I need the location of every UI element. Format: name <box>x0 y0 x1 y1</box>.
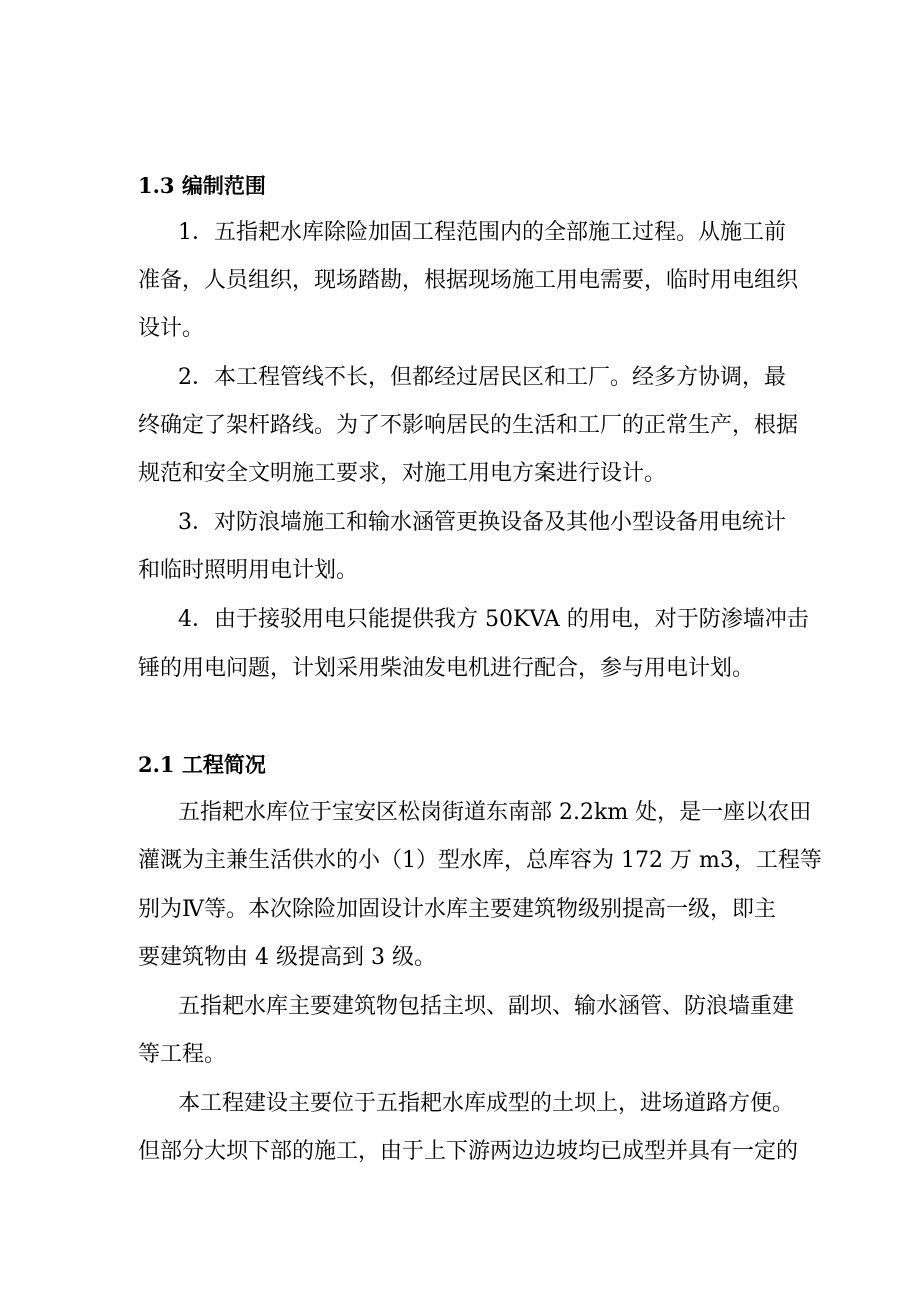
paragraph-line: 灌溉为主兼生活供水的小（1）型水库，总库容为 172 万 m3，工程等 <box>138 848 822 873</box>
paragraph-line: 3．对防浪墙施工和输水涵管更换设备及其他小型设备用电统计 <box>178 510 786 535</box>
paragraph-line: 锤的用电问题，计划采用柴油发电机进行配合，参与用电计划。 <box>138 656 755 681</box>
paragraph-line: 2．本工程管线不长，但都经过居民区和工厂。经多方协调，最 <box>178 365 786 390</box>
paragraph-line: 五指耙水库位于宝安区松岗街道东南部 2.2km 处，是一座以农田 <box>178 800 812 825</box>
paragraph-line: 设计。 <box>138 316 205 341</box>
section-heading-1-3: 1.3 编制范围 <box>138 173 266 198</box>
paragraph-line: 1．五指耙水库除险加固工程范围内的全部施工过程。从施工前 <box>178 220 786 245</box>
section-heading-2-1: 2.1 工程简况 <box>138 752 266 777</box>
paragraph-line: 别为Ⅳ等。本次除险加固设计水库主要建筑物级别提高一级，即主 <box>138 897 776 922</box>
paragraph-line: 4．由于接驳用电只能提供我方 50KVA 的用电，对于防渗墙冲击 <box>178 607 809 632</box>
paragraph-line: 等工程。 <box>138 1042 227 1067</box>
paragraph-line: 五指耙水库主要建筑物包括主坝、副坝、输水涵管、防浪墙重建 <box>178 994 795 1019</box>
paragraph-line: 和临时照明用电计划。 <box>138 558 359 583</box>
paragraph-line: 但部分大坝下部的施工，由于上下游两边边坡均已成型并具有一定的 <box>138 1139 799 1164</box>
paragraph-line: 准备，人员组织，现场踏勘，根据现场施工用电需要，临时用电组织 <box>138 268 799 293</box>
paragraph-line: 规范和安全文明施工要求，对施工用电方案进行设计。 <box>138 461 667 486</box>
paragraph-line: 本工程建设主要位于五指耙水库成型的土坝上，进场道路方便。 <box>178 1091 795 1116</box>
paragraph-line: 要建筑物由 4 级提高到 3 级。 <box>138 945 436 970</box>
paragraph-line: 终确定了架杆路线。为了不影响居民的生活和工厂的正常生产，根据 <box>138 413 799 438</box>
